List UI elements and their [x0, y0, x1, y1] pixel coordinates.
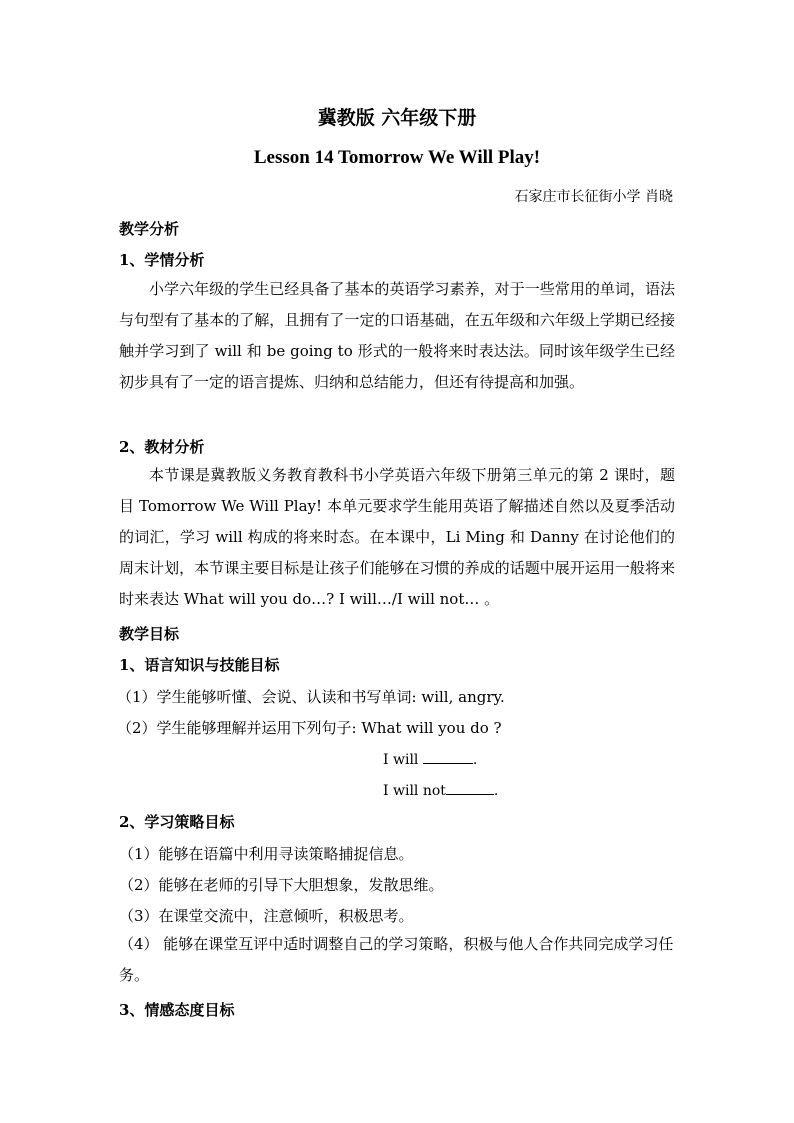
pattern-will-period: .: [472, 752, 478, 768]
sentence-pattern-will-not: [383, 780, 498, 799]
pattern-will-text: I will: [383, 752, 423, 768]
fill-blank: [423, 749, 473, 764]
subheading-learning-strategy: 2、学习策略目标: [119, 813, 235, 831]
document-title: 冀教版 六年级下册: [317, 107, 477, 129]
knowledge-item-2: （2）学生能够理解并运用下列句子: What will you do ?: [117, 719, 502, 737]
subheading-learner-analysis: 1、学情分析: [119, 251, 205, 269]
strategy-item-1: （1）能够在语篇中利用寻读策略捕捉信息。: [119, 845, 414, 863]
strategy-item-3: （3）在课堂交流中，注意倾听，积极思考。: [119, 907, 414, 925]
paragraph-learner-analysis: 小学六年级的学生已经具备了基本的英语学习素养，对于一些常用的单词，语法与句型有了基本的了解，且拥有了一定的口语基础，在五年级和六年级上学期已经接触并学习到了 will 和 be going to 形式的一般将来时表达法。同时该年级学生已经初步具有了一定的语言提炼、归纳和总结能力，但还有待提高和加强。: [119, 280, 675, 391]
subheading-knowledge-skills: 1、语言知识与技能目标: [119, 656, 280, 674]
knowledge-item-1: （1）学生能够听懂、会说、认读和书写单词: will, angry.: [117, 688, 505, 706]
subheading-attitude: 3、情感态度目标: [119, 1001, 235, 1019]
strategy-item-4: （4） 能够在课堂互评中适时调整自己的学习策略，积极与他人合作共同完成学习任务。: [119, 935, 674, 984]
sentence-pattern-will: [383, 749, 477, 768]
subheading-textbook-analysis: 2、教材分析: [119, 438, 205, 456]
fill-blank: [446, 780, 494, 795]
section-heading-objectives: 教学目标: [119, 625, 180, 643]
lesson-title: Lesson 14 Tomorrow We Will Play!: [253, 147, 541, 168]
section-heading-analysis: 教学分析: [119, 220, 180, 238]
pattern-will-not-text: I will not: [383, 783, 446, 799]
pattern-will-not-period: .: [493, 783, 499, 799]
strategy-item-2: （2）能够在老师的引导下大胆想象，发散思维。: [119, 876, 444, 894]
author-line: 石家庄市长征街小学 肖晓: [514, 189, 673, 205]
paragraph-textbook-analysis: 本节课是冀教版义务教育教科书小学英语六年级下册第三单元的第 2 课时，题目 Tomorrow We Will Play! 本单元要求学生能用英语了解描述自然以及夏季活动的词汇，学习 will 构成的将来时态。在本课中，Li Ming 和 Danny 在讨论他们的周末计划，本节课主要目标是让孩子们能够在习惯的养成的话题中展开运用一般将来时来表达 What will you do…? I will…/I will not… 。: [119, 466, 675, 608]
